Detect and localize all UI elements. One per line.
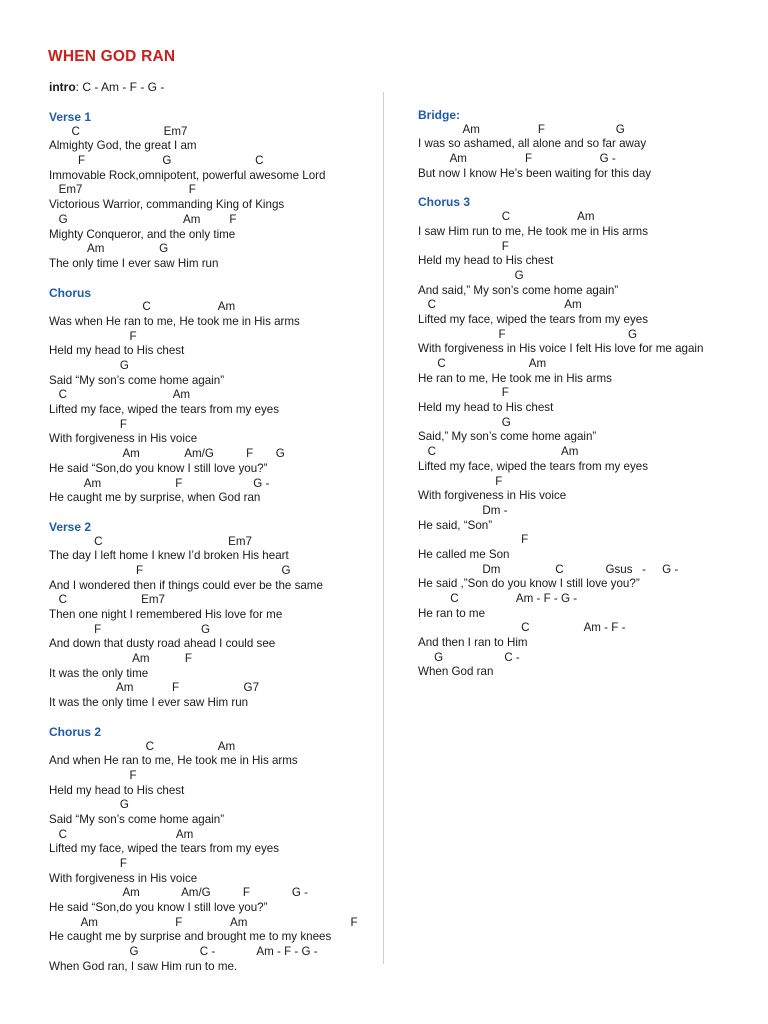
- section-heading: Chorus 2: [49, 724, 102, 739]
- lyric-line: Victorious Warrior, commanding King of Kings: [49, 198, 285, 212]
- chord-line: F: [49, 857, 127, 870]
- section-chorus-3: [418, 195, 748, 680]
- lyric-line: When God ran: [418, 665, 494, 679]
- lyric-line: I saw Him run to me, He took me in His arms: [418, 224, 649, 238]
- chord-line: F: [49, 329, 137, 343]
- lyric-line: He said ,”Son do you know I still love you?”: [418, 577, 640, 591]
- lyric-line: With forgiveness in His voice I felt His love for me again: [418, 342, 704, 356]
- chord-line: Am F: [49, 652, 193, 666]
- chord-line: F: [49, 768, 137, 782]
- chord-line: F G: [418, 327, 638, 341]
- intro-chords: : C - Am - F - G -: [75, 80, 165, 94]
- chord-line: Am F G -: [418, 152, 616, 166]
- lyric-line: Held my head to His chest: [49, 783, 185, 797]
- lyric-line: Said “My son’s come home again”: [49, 373, 225, 387]
- lyric-line: He caught me by surprise and brought me to my knees: [49, 930, 332, 944]
- chord-line: C Em7: [49, 534, 252, 548]
- chord-line: F: [49, 417, 127, 431]
- section-heading: Chorus 3: [418, 195, 471, 210]
- chord-line: C Am: [418, 298, 582, 312]
- lyric-line: And said,” My son’s come home again”: [418, 283, 619, 297]
- lyric-line: He ran to me: [418, 606, 486, 620]
- lyric-line: And I wondered then if things could ever be the same: [49, 578, 323, 592]
- lyric-line: And down that dusty road ahead I could see: [49, 637, 276, 651]
- chord-line: Dm -: [418, 503, 508, 517]
- lyric-line: He said, “Son”: [418, 518, 493, 532]
- lyric-line: Immovable Rock,omnipotent, powerful awesome Lord: [49, 168, 326, 182]
- chord-line: G: [49, 359, 129, 372]
- chord-line: F: [418, 533, 529, 547]
- chord-line: F: [418, 386, 509, 400]
- section-gap: [49, 711, 374, 725]
- chord-line: G C - Am - F - G -: [49, 945, 318, 959]
- chord-line: G: [418, 268, 524, 282]
- section-heading: Chorus: [49, 285, 91, 300]
- chord-line: C Am: [418, 210, 595, 224]
- chord-line: F: [418, 474, 503, 488]
- lyric-line: With forgiveness in His voice: [49, 871, 198, 885]
- chord-line: C Am: [49, 827, 194, 841]
- chord-line: F G: [49, 563, 291, 577]
- chord-line: Am F G7: [49, 681, 260, 695]
- lyric-line: He caught me by surprise, when God ran: [49, 491, 261, 505]
- chord-line: G: [49, 798, 129, 812]
- chord-line: Am F Am F: [49, 915, 358, 929]
- intro-label: intro: [49, 80, 76, 94]
- section-bridge: [418, 108, 748, 181]
- lyric-line: When God ran, I saw Him run to me.: [49, 959, 238, 973]
- chord-line: C Am: [418, 445, 579, 459]
- chord-line: G: [418, 415, 511, 429]
- chord-line: Am F G -: [49, 476, 270, 490]
- lyric-line: With forgiveness in His voice: [418, 489, 567, 503]
- chord-line: F: [418, 239, 509, 253]
- lyric-line: Mighty Conqueror, and the only time: [49, 227, 236, 241]
- column-divider: [383, 92, 384, 964]
- intro-line: [49, 80, 164, 94]
- lyric-line: Lifted my face, wiped the tears from my eyes: [418, 312, 649, 326]
- song-title: WHEN GOD RAN: [48, 48, 176, 65]
- section-chorus: [49, 286, 374, 506]
- chord-line: C Am: [418, 357, 547, 370]
- lyric-line: Lifted my face, wiped the tears from my eyes: [49, 842, 280, 856]
- lyric-line: It was the only time I ever saw Him run: [49, 696, 249, 710]
- section-chorus-2: [49, 725, 374, 975]
- chord-line: C Am: [49, 388, 191, 402]
- lyric-line: And then I ran to Him: [418, 636, 528, 650]
- lyric-line: But now I know He’s been waiting for this day: [418, 166, 652, 180]
- lyric-line: He said “Son,do you know I still love you?”: [49, 461, 268, 475]
- section-gap: [49, 272, 374, 286]
- chord-line: C Am - F -: [418, 621, 626, 635]
- lyric-line: It was the only time: [49, 666, 149, 680]
- section-verse-1: [49, 110, 374, 272]
- chord-line: C Em7: [49, 124, 188, 138]
- section-heading: Verse 1: [49, 110, 92, 124]
- chord-line: C Am: [49, 300, 236, 314]
- lyric-line: Almighty God, the great I am: [49, 139, 197, 153]
- section-gap: [418, 181, 748, 195]
- chord-line: G Am F: [49, 212, 237, 226]
- lyric-line: With forgiveness in His voice: [49, 432, 198, 446]
- lyric-line: The only time I ever saw Him run: [49, 256, 219, 270]
- lyric-line: Said,” My son’s come home again”: [418, 430, 597, 444]
- chord-line: F G: [49, 622, 211, 636]
- lyric-line: Lifted my face, wiped the tears from my eyes: [418, 459, 649, 473]
- lyric-line: He ran to me, He took me in His arms: [418, 371, 612, 385]
- lyric-line: Held my head to His chest: [418, 254, 554, 268]
- chord-line: Am F G: [418, 122, 625, 136]
- chord-line: Dm C Gsus - G -: [418, 562, 679, 576]
- lyric-line: Lifted my face, wiped the tears from my eyes: [49, 403, 280, 417]
- chord-line: G C -: [418, 650, 520, 664]
- left-column: [49, 110, 374, 975]
- lyric-line: Was when He ran to me, He took me in His arms: [49, 314, 300, 328]
- section-heading: Bridge:: [418, 108, 460, 122]
- section-verse-2: [49, 520, 374, 711]
- chord-line: Am Am/G F G: [49, 447, 285, 461]
- chord-line: Em7 F: [49, 183, 196, 197]
- section-heading: Verse 2: [49, 519, 92, 534]
- lyric-line: The day I left home I knew I’d broken His heart: [49, 549, 289, 563]
- chord-line: F G C: [49, 154, 264, 168]
- right-column: [418, 108, 748, 680]
- lyric-line: Said “My son’s come home again”: [49, 812, 225, 826]
- chord-line: Am G: [49, 242, 169, 256]
- lyric-line: I was so ashamed, all alone and so far away: [418, 137, 647, 151]
- lyric-line: And when He ran to me, He took me in His arms: [49, 754, 298, 768]
- chord-line: C Am - F - G -: [418, 592, 578, 605]
- chord-line: C Am: [49, 739, 236, 753]
- lyric-line: He called me Son: [418, 547, 510, 561]
- lyric-line: Held my head to His chest: [49, 344, 185, 358]
- lyric-line: Then one night I remembered His love for me: [49, 608, 283, 621]
- section-gap: [49, 506, 374, 520]
- chord-line: C Em7: [49, 593, 165, 607]
- lyric-line: He said “Son,do you know I still love you?”: [49, 901, 268, 915]
- lyric-line: Held my head to His chest: [418, 401, 554, 415]
- chord-line: Am Am/G F G -: [49, 886, 308, 900]
